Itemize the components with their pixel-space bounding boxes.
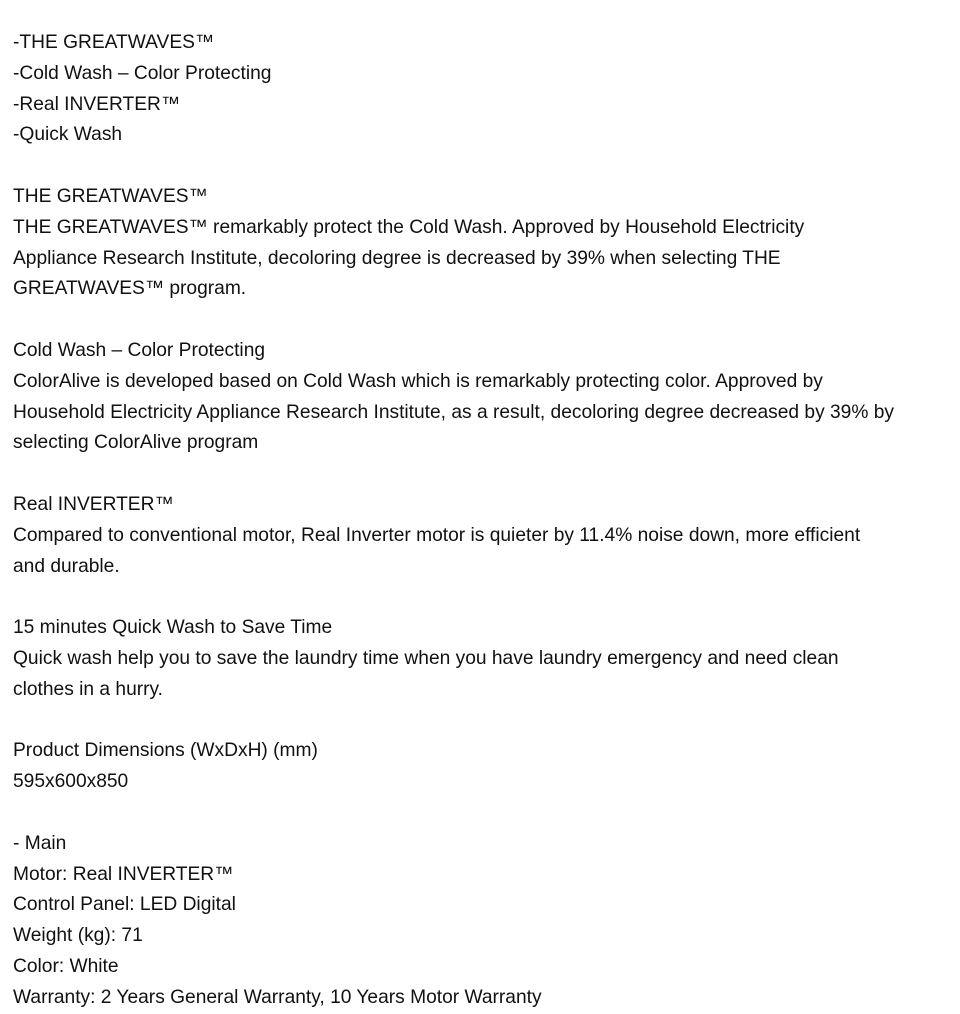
highlight-item: -Real INVERTER™ (13, 93, 181, 115)
section-text-line: and durable. (13, 555, 120, 577)
section-text-line: clothes in a hurry. (13, 678, 164, 700)
spacer (13, 151, 953, 182)
section-text-line: ColorAlive is developed based on Cold Wash which is remarkably protecting color. Approved by (13, 370, 823, 392)
highlight-item: -THE GREATWAVES™ (13, 32, 215, 53)
section-greatwaves (13, 182, 953, 305)
section-heading: Real INVERTER™ (13, 493, 174, 515)
section-text-line: Quick wash help you to save the laundry time when you have laundry emergency and need clean (13, 647, 839, 669)
section-heading: Cold Wash – Color Protecting (13, 339, 266, 361)
section-dimensions (13, 736, 953, 798)
section-cold-wash (13, 336, 953, 459)
section-quick-wash (13, 613, 953, 705)
section-text-line: THE GREATWAVES™ remarkably protect the Cold Wash. Approved by Household Electricity (13, 216, 805, 238)
highlight-item: -Quick Wash (13, 124, 123, 146)
spec-item: Warranty: 2 Years General Warranty, 10 Years Motor Warranty (13, 986, 542, 1008)
highlight-item: -Cold Wash – Color Protecting (13, 62, 272, 84)
spacer (13, 798, 953, 829)
section-text-line: Household Electricity Appliance Research Institute, as a result, decoloring degree decreased by 39% by (13, 401, 894, 423)
section-real-inverter (13, 490, 953, 582)
highlights-list (13, 28, 953, 151)
specs-list (13, 829, 953, 1014)
dimensions-value: 595x600x850 (13, 771, 129, 793)
product-description (13, 28, 953, 1014)
section-heading: 15 minutes Quick Wash to Save Time (13, 617, 333, 639)
section-text-line: GREATWAVES™ program. (13, 278, 247, 300)
spacer (13, 305, 953, 336)
section-text-line: selecting ColorAlive program (13, 432, 259, 454)
spacer (13, 706, 953, 737)
spec-item: Motor: Real INVERTER™ (13, 863, 234, 885)
spacer (13, 459, 953, 490)
specs-heading: - Main (13, 832, 67, 854)
section-heading: Product Dimensions (WxDxH) (mm) (13, 740, 318, 762)
section-heading: THE GREATWAVES™ (13, 185, 208, 207)
section-text-line: Compared to conventional motor, Real Inverter motor is quieter by 11.4% noise down, more efficient (13, 524, 861, 546)
spec-item: Weight (kg): 71 (13, 925, 143, 947)
spec-item: Color: White (13, 955, 119, 977)
spacer (13, 582, 953, 613)
spec-item: Control Panel: LED Digital (13, 894, 236, 916)
section-text-line: Appliance Research Institute, decoloring degree is decreased by 39% when selecting THE (13, 247, 781, 269)
